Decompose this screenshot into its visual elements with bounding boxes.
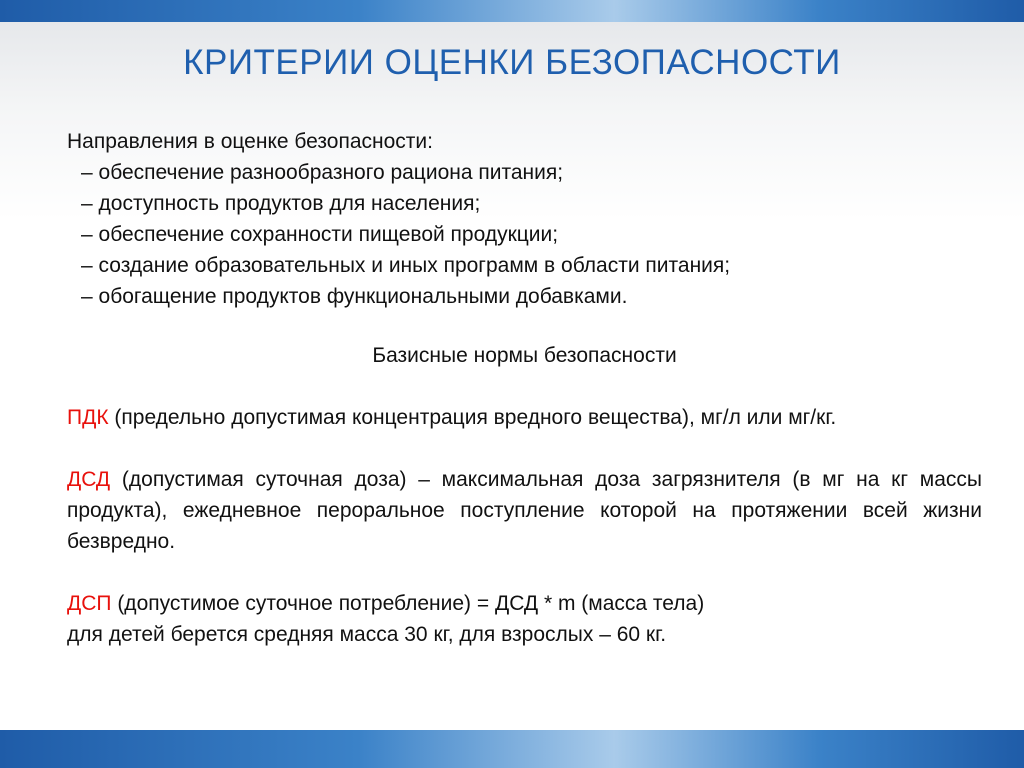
bottom-decorative-bar: [0, 730, 1024, 768]
slide-title: КРИТЕРИИ ОЦЕНКИ БЕЗОПАСНОСТИ: [183, 43, 841, 82]
direction-item: – обеспечение разнообразного рациона питания;: [81, 161, 564, 184]
top-decorative-bar: [0, 0, 1024, 22]
dsp-note: для детей берется средняя масса 30 кг, для взрослых – 60 кг.: [67, 623, 667, 646]
pdk-definition: [67, 402, 982, 433]
pdk-term: ПДК: [67, 406, 109, 429]
dsd-text: (допустимая суточная доза) – максимальная доза загрязнителя (в мг на кг массы продукта), ежедневное пероральное поступление которой на протяжении всей жизни безвредно.: [67, 468, 982, 553]
dsd-definition: [67, 464, 982, 557]
slide-content: [67, 126, 982, 650]
dsp-term: ДСП: [67, 592, 112, 615]
pdk-text: (предельно допустимая концентрация вредного вещества), мг/л или мг/кг.: [108, 406, 837, 429]
dsp-text: (допустимое суточное потребление) = ДСД * m (масса тела): [111, 592, 705, 615]
direction-item: – обеспечение сохранности пищевой продукции;: [81, 223, 559, 246]
direction-item: – создание образовательных и иных программ в области питания;: [81, 254, 731, 277]
dsp-definition: [67, 588, 982, 619]
norms-heading: Базисные нормы безопасности: [372, 344, 677, 367]
direction-item: – доступность продуктов для населения;: [81, 192, 481, 215]
directions-heading: Направления в оценке безопасности:: [67, 130, 433, 153]
dsd-term: ДСД: [67, 468, 111, 491]
direction-item: – обогащение продуктов функциональными добавками.: [81, 285, 628, 308]
